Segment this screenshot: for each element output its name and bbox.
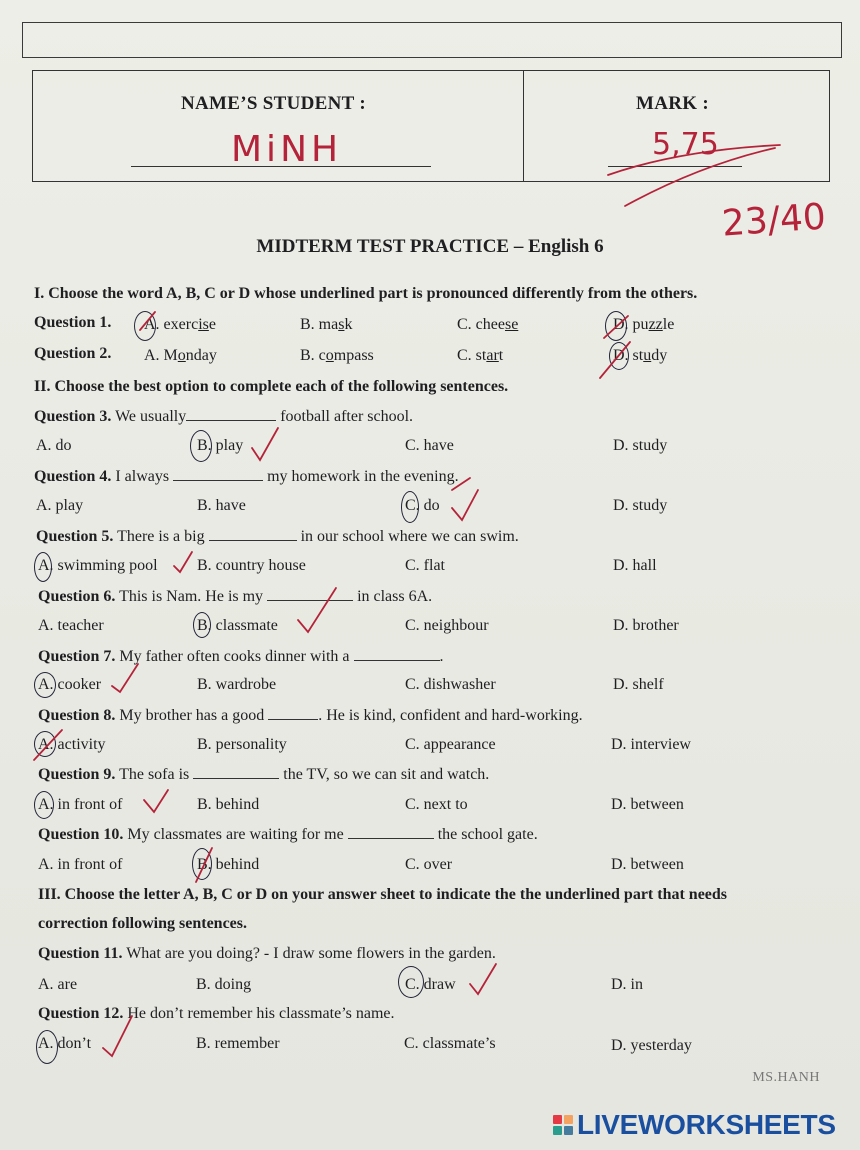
question-12-stem <box>38 1005 395 1023</box>
student-name-handwritten[interactable]: MiNH <box>231 129 343 170</box>
q9-option-c[interactable]: C. next to <box>405 796 468 813</box>
q1-option-b[interactable] <box>300 316 352 334</box>
logo-square-4 <box>564 1126 573 1135</box>
q2-option-c[interactable] <box>457 347 503 365</box>
q11-option-c[interactable]: C. draw <box>405 976 456 993</box>
q8-text-pre: My brother has a good <box>119 707 265 724</box>
q10-text-post: the school gate. <box>437 826 538 843</box>
q11-option-d[interactable]: D. in <box>611 976 643 993</box>
question-9-label: Question 9. <box>38 766 116 783</box>
q3-text-post: football after school. <box>280 408 414 425</box>
question-2-label: Question 2. <box>34 345 112 362</box>
q7-option-c[interactable]: C. dishwasher <box>405 676 496 693</box>
answer-circle-q4 <box>401 491 419 523</box>
q8-option-c[interactable]: C. appearance <box>405 736 496 753</box>
q10-text-pre: My classmates are waiting for me <box>127 826 344 843</box>
q2-c-post: t <box>498 347 504 364</box>
q10-option-a[interactable]: A. in front of <box>38 856 123 873</box>
q1-option-c[interactable] <box>457 316 518 334</box>
q2-d-pre: D. st <box>613 347 644 364</box>
q2-b-post: mpass <box>333 347 374 364</box>
q7-text-post: . <box>439 648 444 665</box>
logo-square-1 <box>553 1115 562 1124</box>
question-10-stem <box>38 825 538 844</box>
answer-circle-q10 <box>192 848 212 880</box>
q2-a-underlined: o <box>177 347 186 364</box>
q1-d-post: le <box>662 316 675 333</box>
question-12-label: Question 12. <box>38 1005 124 1022</box>
q5-blank[interactable] <box>209 527 297 541</box>
tick-q9 <box>144 790 168 812</box>
question-1-label: Question 1. <box>34 314 112 331</box>
tick-q7 <box>112 664 138 692</box>
q6-option-d[interactable]: D. brother <box>613 617 679 634</box>
q2-b-underlined: o <box>325 347 334 364</box>
question-7-label: Question 7. <box>38 648 116 665</box>
q6-blank[interactable] <box>267 587 353 601</box>
student-name-cell <box>33 71 524 181</box>
q11-option-b[interactable]: B. doing <box>196 976 252 993</box>
q6-text-post: in class 6A. <box>357 588 433 605</box>
liveworksheets-logo-icon <box>553 1115 573 1135</box>
brand-name: LIVEWORKSHEETS <box>577 1109 836 1140</box>
question-6-label: Question 6. <box>38 588 116 605</box>
q2-d-underlined: u <box>643 347 652 364</box>
section-1-heading: I. Choose the word A, B, C or D whose underlined part is pronounced differently from the others. <box>34 285 698 302</box>
section-2-heading: II. Choose the best option to complete each of the following sentences. <box>34 378 509 395</box>
logo-square-3 <box>553 1126 562 1135</box>
q4-option-d[interactable]: D. study <box>613 497 668 514</box>
q3-option-c[interactable]: C. have <box>405 437 454 454</box>
q6-option-a[interactable]: A. teacher <box>38 617 104 634</box>
answer-circle-q11 <box>398 966 424 998</box>
q12-option-a[interactable]: A. don’t <box>38 1035 92 1052</box>
q3-text-pre: We usually <box>115 408 187 425</box>
q4-option-c[interactable]: C. do <box>405 497 440 514</box>
q8-option-d[interactable]: D. interview <box>611 736 691 753</box>
q5-option-d[interactable]: D. hall <box>613 557 657 574</box>
q5-option-a[interactable]: A. swimming pool <box>38 557 158 574</box>
q4-blank[interactable] <box>173 467 263 481</box>
answer-circle-q2 <box>609 342 629 370</box>
q7-option-d[interactable]: D. shelf <box>613 676 664 693</box>
q5-option-b[interactable]: B. country house <box>197 557 306 574</box>
q11-option-a[interactable]: A. are <box>38 976 78 993</box>
question-8-stem <box>38 706 583 725</box>
q10-option-b[interactable]: B. behind <box>197 856 260 873</box>
q3-option-d[interactable]: D. study <box>613 437 668 454</box>
q2-c-underlined: ar <box>486 347 499 364</box>
q6-option-b[interactable]: B. classmate <box>197 617 278 634</box>
q9-option-a[interactable]: A. in front of <box>38 796 123 813</box>
question-4-label: Question 4. <box>34 468 112 485</box>
answer-circle-q6 <box>193 612 211 638</box>
answer-circle-q3 <box>190 430 212 462</box>
q12-text: He don’t remember his classmate’s name. <box>127 1005 395 1022</box>
question-3-stem <box>34 407 413 426</box>
question-8-label: Question 8. <box>38 707 116 724</box>
q10-option-d[interactable]: D. between <box>611 856 684 873</box>
q1-c-underlined: se <box>504 316 519 333</box>
q8-option-b[interactable]: B. personality <box>197 736 287 753</box>
q10-option-c[interactable]: C. over <box>405 856 453 873</box>
q1-b-pre: B. ma <box>300 316 339 333</box>
q8-text-post: . He is kind, confident and hard-working. <box>318 707 583 724</box>
q4-option-b[interactable]: B. have <box>197 497 246 514</box>
mark-handwritten[interactable]: 5,75 <box>652 127 719 162</box>
question-7-stem <box>38 647 444 666</box>
q2-a-post: nday <box>185 347 217 364</box>
score-fraction-handwritten: 23/40 <box>720 196 828 245</box>
mark-label: MARK : <box>636 93 710 114</box>
q3-blank[interactable] <box>186 407 276 421</box>
q2-b-pre: B. c <box>300 347 326 364</box>
q2-option-a[interactable] <box>144 347 217 365</box>
answer-circle-q1-d <box>605 311 627 341</box>
liveworksheets-brand[interactable] <box>553 1110 836 1140</box>
q1-a-underlined: is <box>198 316 209 333</box>
answer-circle-q8 <box>34 731 56 757</box>
q8-blank[interactable] <box>268 706 318 720</box>
q3-option-a[interactable]: A. do <box>36 437 72 454</box>
author-credit: MS.HANH <box>752 1070 820 1085</box>
q4-text-pre: I always <box>115 468 170 485</box>
logo-square-2 <box>564 1115 573 1124</box>
q9-option-b[interactable]: B. behind <box>197 796 260 813</box>
tick-q11 <box>470 964 496 994</box>
header-box <box>32 70 830 182</box>
q1-a-pre: A. exerc <box>144 316 199 333</box>
section-3-heading-cont: correction following sentences. <box>38 915 247 932</box>
question-3-label: Question 3. <box>34 408 112 425</box>
top-blank-strip <box>22 22 842 58</box>
question-5-label: Question 5. <box>36 528 114 545</box>
mark-cell <box>524 71 829 181</box>
q5-text-post: in our school where we can swim. <box>300 528 519 545</box>
q1-b-underlined: s <box>338 316 345 333</box>
q2-a-pre: A. M <box>144 347 178 364</box>
q2-option-b[interactable] <box>300 347 374 365</box>
q5-option-c[interactable]: C. flat <box>405 557 445 574</box>
q7-text-pre: My father often cooks dinner with a <box>119 648 350 665</box>
q7-option-a[interactable]: A. cooker <box>38 676 102 693</box>
q9-blank[interactable] <box>193 765 279 779</box>
answer-circle-q1 <box>134 311 156 341</box>
section-3-heading: III. Choose the letter A, B, C or D on your answer sheet to indicate the the underlined part that needs <box>38 886 728 903</box>
q1-d-underlined: zz <box>648 316 663 333</box>
q5-text-pre: There is a big <box>117 528 205 545</box>
name-label: NAME’S STUDENT : <box>181 93 366 114</box>
answer-circle-q7 <box>34 672 56 698</box>
q8-option-a[interactable]: A. activity <box>38 736 106 753</box>
question-9-stem <box>38 765 489 784</box>
q4-option-a[interactable]: A. play <box>36 497 84 514</box>
question-10-label: Question 10. <box>38 826 124 843</box>
q3-option-b[interactable]: B. play <box>197 437 244 454</box>
q7-blank[interactable] <box>354 647 440 661</box>
question-11-stem <box>38 945 496 963</box>
q9-text-pre: The sofa is <box>119 766 190 783</box>
q12-option-d[interactable]: D. yesterday <box>611 1037 692 1054</box>
question-11-label: Question 11. <box>38 945 123 962</box>
tick-q3 <box>252 428 278 460</box>
q6-option-c[interactable]: C. neighbour <box>405 617 489 634</box>
q2-c-pre: C. st <box>457 347 487 364</box>
q10-blank[interactable] <box>348 825 434 839</box>
mark-blank-line <box>608 166 742 167</box>
q1-a-post: e <box>208 316 216 333</box>
q7-option-b[interactable]: B. wardrobe <box>197 676 277 693</box>
question-5-stem <box>36 527 519 546</box>
q11-text: What are you doing? - I draw some flowers in the garden. <box>126 945 496 962</box>
q1-d-pre: D. pu <box>613 316 649 333</box>
q9-text-post: the TV, so we can sit and watch. <box>283 766 490 783</box>
answer-circle-q9 <box>34 791 54 819</box>
q1-c-pre: C. chee <box>457 316 505 333</box>
q6-text-pre: This is Nam. He is my <box>119 588 264 605</box>
q4-text-post: my homework in the evening. <box>267 468 459 485</box>
page-title: MIDTERM TEST PRACTICE – English 6 <box>256 236 604 257</box>
tick-q5 <box>174 552 192 572</box>
q1-b-post: k <box>344 316 353 333</box>
q12-option-c[interactable]: C. classmate’s <box>404 1035 496 1052</box>
question-6-stem <box>38 587 432 606</box>
answer-circle-q5 <box>34 552 52 582</box>
q12-option-b[interactable]: B. remember <box>196 1035 280 1052</box>
q9-option-d[interactable]: D. between <box>611 796 684 813</box>
q2-d-post: dy <box>651 347 668 364</box>
question-4-stem <box>34 467 459 486</box>
tick-q4 <box>452 490 478 520</box>
answer-circle-q12 <box>36 1030 58 1064</box>
